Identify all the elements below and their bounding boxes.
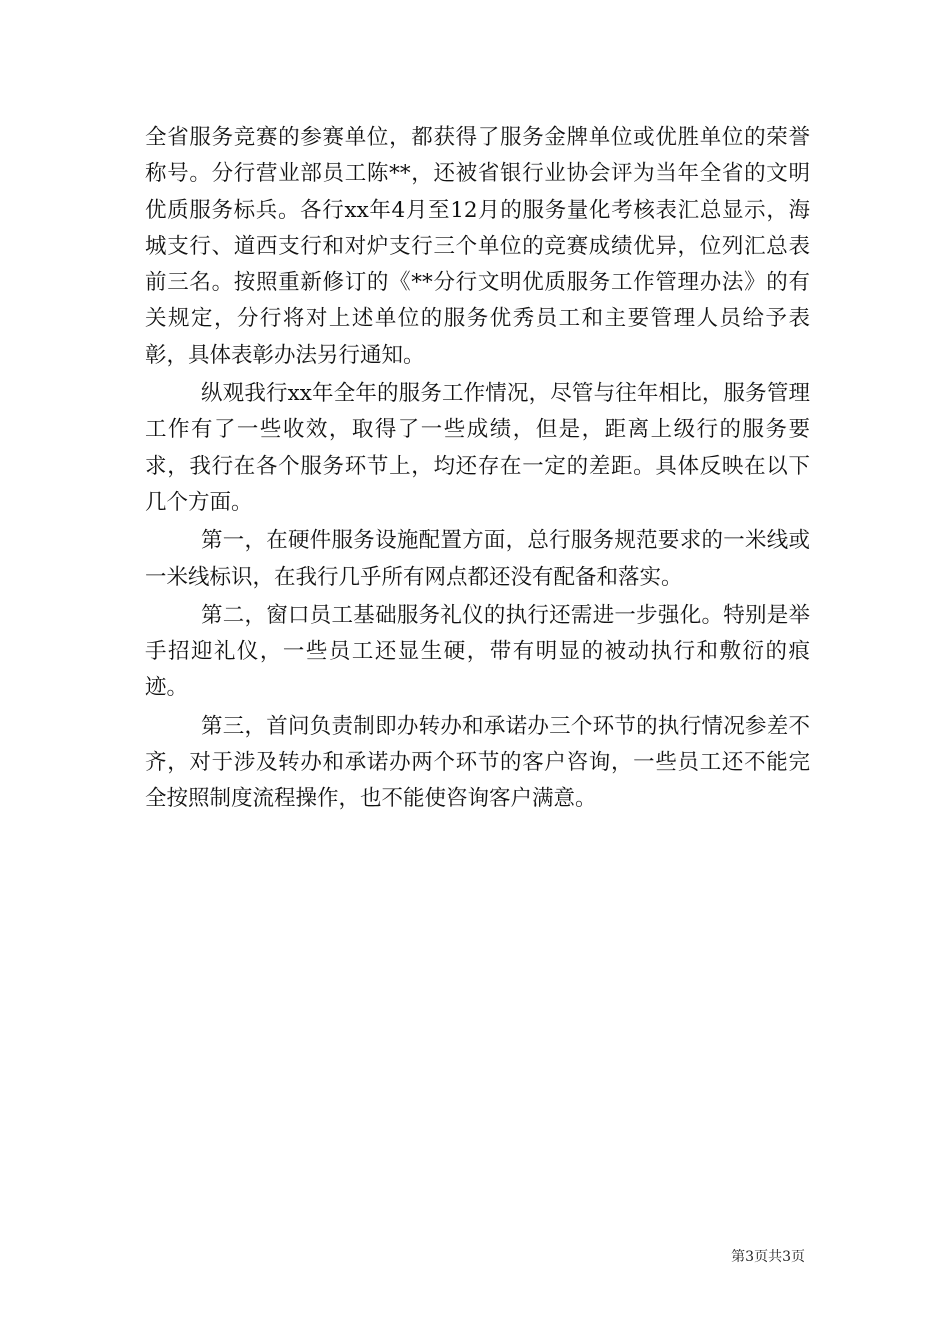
paragraph-overview: 纵观我行xx年全年的服务工作情况，尽管与往年相比，服务管理工作有了一些收效，取得了一些成绩，但是，距离上级行的服务要求，我行在各个服务环节上，均还存在一定的差距。具体反映在以下几个方面。 [145,381,810,515]
paragraph-third-issue: 第三，首问负责制即办转办和承诺办三个环节的执行情况参差不齐，对于涉及转办和承诺办两个环节的客户咨询，一些员工还不能完全按照制度流程操作，也不能使咨询客户满意。 [145,713,810,812]
page-number-footer: 第3页共3页 [731,1249,805,1265]
document-body [145,120,810,818]
paragraph-second-issue: 第二，窗口员工基础服务礼仪的执行还需进一步强化。特别是举手招迎礼仪，一些员工还显生硬，带有明显的被动执行和敷衍的痕迹。 [145,602,810,701]
paragraph-continuation: 全省服务竞赛的参赛单位，都获得了服务金牌单位或优胜单位的荣誉称号。分行营业部员工陈**，还被省银行业协会评为当年全省的文明优质服务标兵。各行xx年4月至12月的服务量化考核表汇总显示，海城支行、道西支行和对炉支行三个单位的竞赛成绩优异，位列汇总表前三名。按照重新修订的《**分行文明优质服务工作管理办法》的有关规定，分行将对上述单位的服务优秀员工和主要管理人员给予表彰，具体表彰办法另行通知。 [145,125,810,368]
paragraph-first-issue: 第一，在硬件服务设施配置方面，总行服务规范要求的一米线或一米线标识，在我行几乎所有网点都还没有配备和落实。 [145,528,810,590]
